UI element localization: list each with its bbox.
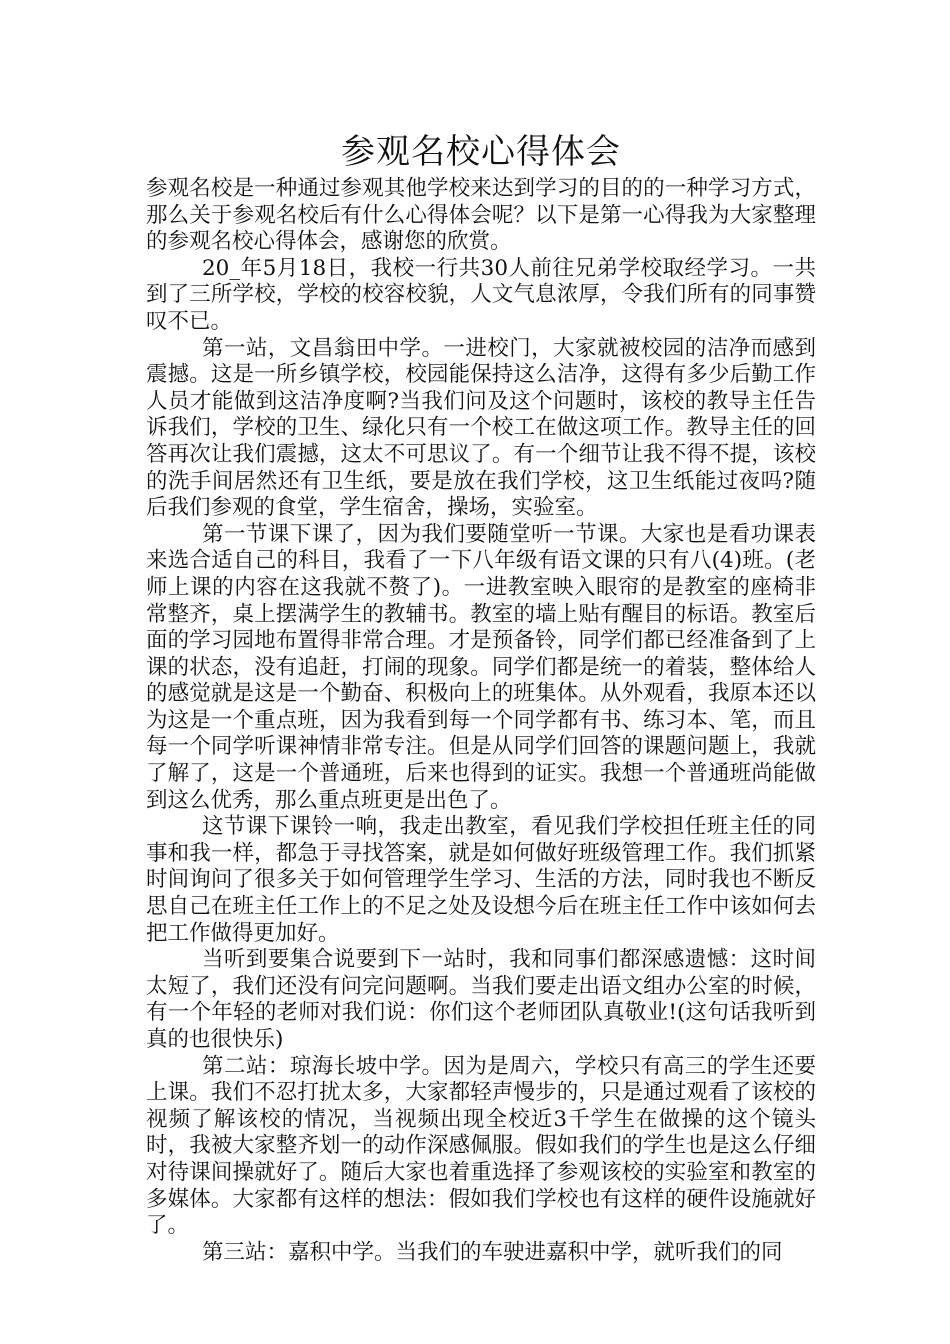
document-title: 参观名校心得体会	[341, 132, 621, 172]
paragraph-first-class: 第一节课下课了，因为我们要随堂听一节课。大家也是看功课表来选合适自己的科目，我看了一下八年级有语文课的只有八(4)班。(老师上课的内容在这我就不赘了)。一进教室映入眼帘的是教室的座椅非常整齐，桌上摆满学生的教辅书。教室的墙上贴有醒目的标语。教室后面的学习园地布置得非常合理。才是预备铃，同学们都已经准备到了上课的状态，没有追赶，打闹的现象。同学们都是统一的着装，整体给人的感觉就是这是一个勤奋、积极向上的班集体。从外观看，我原本还以为这是一个重点班，因为我看到每一个同学都有书、练习本、笔，而且每一个同学听课神情非常专注。但是从同学们回答的课题问题上，我就了解了，这是一个普通班，后来也得到的证实。我想一个普通班尚能做到这么优秀，那么重点班更是出色了。	[146, 521, 816, 813]
paragraph-third-stop: 第三站：嘉积中学。当我们的车驶进嘉积中学，就听我们的同	[202, 1239, 783, 1265]
paragraph-second-stop: 第二站：琼海长坡中学。因为是周六，学校只有高三的学生还要上课。我们不忍打扰太多，大家都轻声慢步的，只是通过观看了该校的视频了解该校的情况，当视频出现全校近3千学生在做操的这个镜头时，我被大家整齐划一的动作深感佩服。假如我们的学生也是这么仔细对待课间操就好了。随后大家也着重选择了参观该校的实验室和教室的多媒体。大家都有这样的想法：假如我们学校也有这样的硬件设施就好了。	[146, 1053, 816, 1239]
document-page	[146, 130, 816, 1266]
paragraph-after-class: 这节课下课铃一响，我走出教室，看见我们学校担任班主任的同事和我一样，都急于寻找答案，就是如何做好班级管理工作。我们抓紧时间询问了很多关于如何管理学生学习、生活的方法，同时我也不断反思自己在班主任工作上的不足之处及设想今后在班主任工作中该如何去把工作做得更加好。	[146, 814, 816, 946]
paragraph-first-stop: 第一站，文昌翁田中学。一进校门，大家就被校园的洁净而感到震撼。这是一所乡镇学校，校园能保持这么洁净，这得有多少后勤工作人员才能做到这洁净度啊?当我们问及这个问题时，该校的教导主任告诉我们，学校的卫生、绿化只有一个校工在做这项工作。教导主任的回答再次让我们震撼，这太不可思议了。有一个细节让我不得不提，该校的洗手间居然还有卫生纸，要是放在我们学校，这卫生纸能过夜吗?随后我们参观的食堂，学生宿舍，操场，实验室。	[146, 335, 816, 521]
paragraph-intro: 参观名校是一种通过参观其他学校来达到学习的目的的一种学习方式，那么关于参观名校后有什么心得体会呢？以下是第一心得我为大家整理的参观名校心得体会，感谢您的欣赏。	[146, 176, 816, 255]
paragraph-gathering: 当听到要集合说要到下一站时，我和同事们都深感遗憾：这时间太短了，我们还没有问完问题啊。当我们要走出语文组办公室的时候，有一个年轻的老师对我们说：你们这个老师团队真敬业!(这句话我听到真的也很快乐)	[146, 947, 816, 1052]
paragraph-date: 20_年5月18日，我校一行共30人前往兄弟学校取经学习。一共到了三所学校，学校的校容校貌，人文气息浓厚，令我们所有的同事赞叹不已。	[146, 255, 816, 334]
